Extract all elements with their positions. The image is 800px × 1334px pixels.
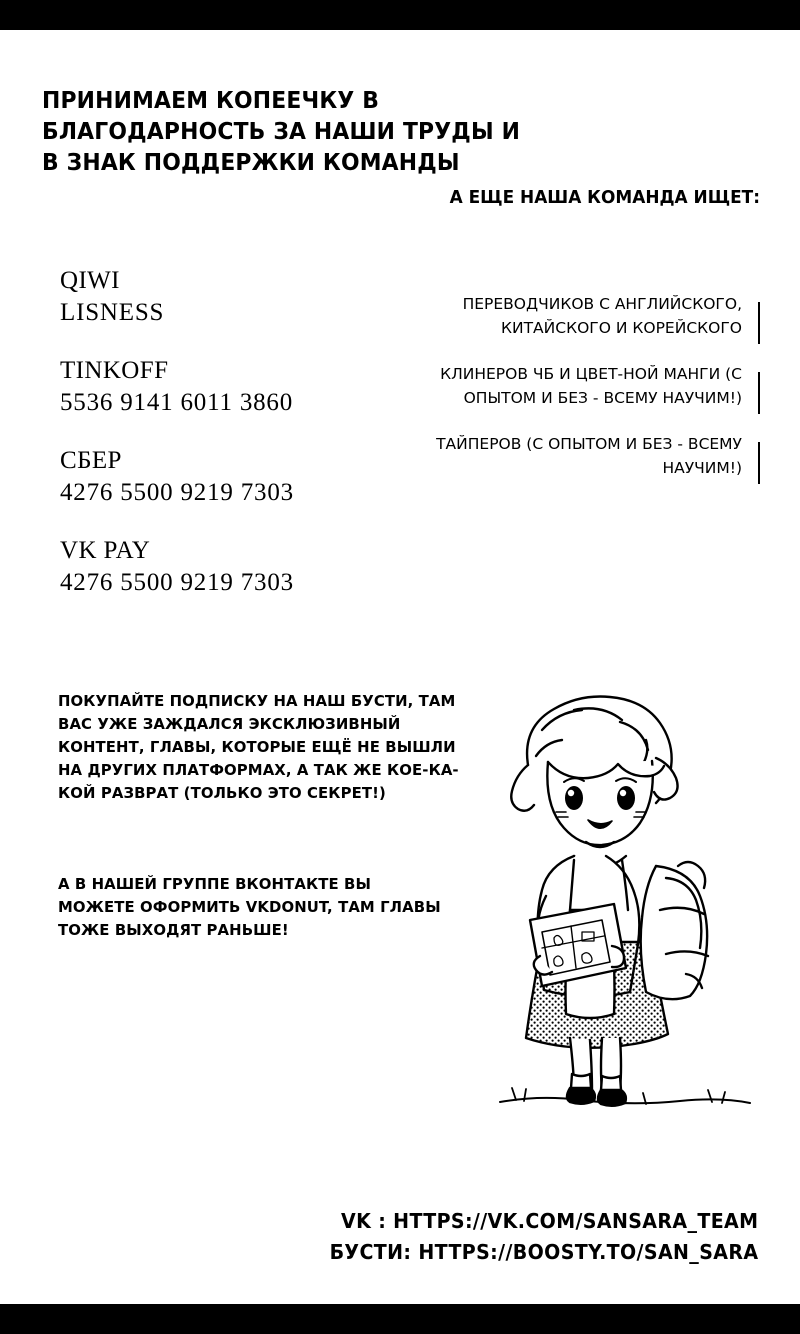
vk-promo-text: А В НАШЕЙ ГРУППЕ ВКОНТАКТЕ ВЫ МОЖЕТЕ ОФОРМИТЬ VKDONUT, ТАМ ГЛАВЫ ТОЖЕ ВЫХОДЯТ РАНЬШЕ! [58,875,441,939]
payment-name-vkpay: VK PAY [60,537,151,564]
payment-value-sber: 4276 5500 9219 7303 [60,479,294,506]
payment-value-vkpay: 4276 5500 9219 7303 [60,569,294,596]
page-sheet [0,30,800,1304]
divider-bar-icon [758,372,760,414]
recruiting-item-label: ПЕРЕВОДЧИКОВ С АНГЛИЙСКОГО, КИТАЙСКОГО И КОРЕЙСКОГО [462,295,742,337]
footer-link-vk[interactable]: VK : HTTPS://VK.COM/SANSARA_TEAM [340,1209,758,1233]
recruiting-list [430,292,760,502]
payment-methods-list [60,265,480,617]
payment-name-tinkoff: TINKOFF [60,357,169,384]
recruiting-item-label: ТАЙПЕРОВ (С ОПЫТОМ И БЕЗ - ВСЕМУ НАУЧИМ!) [436,435,742,477]
payment-value-qiwi: LISNESS [60,299,165,326]
recruiting-item-label: КЛИНЕРОВ ЧБ И ЦВЕТ-НОЙ МАНГИ (С ОПЫТОМ И БЕЗ - ВСЕМУ НАУЧИМ!) [440,365,742,407]
footer-links [329,1206,758,1268]
payment-name-sber: СБЕР [60,447,122,474]
girl-illustration-svg [470,670,780,1140]
payment-item-sber [60,445,480,509]
footer-link-boosty[interactable]: БУСТИ: HTTPS://BOOSTY.TO/SAN_SARA [329,1240,758,1264]
payment-item-qiwi [60,265,480,329]
recruiting-title: А ЕЩЕ НАША КОМАНДА ИЩЕТ: [449,187,760,208]
payment-item-tinkoff [60,355,480,419]
recruiting-item-cleaners [430,362,760,410]
payment-item-vkpay [60,535,480,599]
illustration-girl-with-backpack [470,670,780,1140]
payment-value-tinkoff: 5536 9141 6011 3860 [60,389,294,416]
page-title: ПРИНИМАЕМ КОПЕЕЧКУ В БЛАГОДАРНОСТЬ ЗА НАШИ ТРУДЫ И В ЗНАК ПОДДЕРЖКИ КОМАНДЫ [42,86,521,176]
divider-bar-icon [758,442,760,484]
recruiting-item-typers [430,432,760,480]
boosty-promo-text: ПОКУПАЙТЕ ПОДПИСКУ НА НАШ БУСТИ, ТАМ ВАС УЖЕ ЗАЖДАЛСЯ ЭКСКЛЮЗИВНЫЙ КОНТЕНТ, ГЛАВЫ, КОТОРЫЕ ЕЩЁ НЕ ВЫШЛИ НА ДРУГИХ ПЛАТФОРМАХ, А ТАК ЖЕ КОЕ-КА-КОЙ РАЗВРАТ (ТОЛЬКО ЭТО СЕКРЕТ!) [58,692,459,802]
divider-bar-icon [758,302,760,344]
recruiting-item-translators [430,292,760,340]
payment-name-qiwi: QIWI [60,267,120,294]
